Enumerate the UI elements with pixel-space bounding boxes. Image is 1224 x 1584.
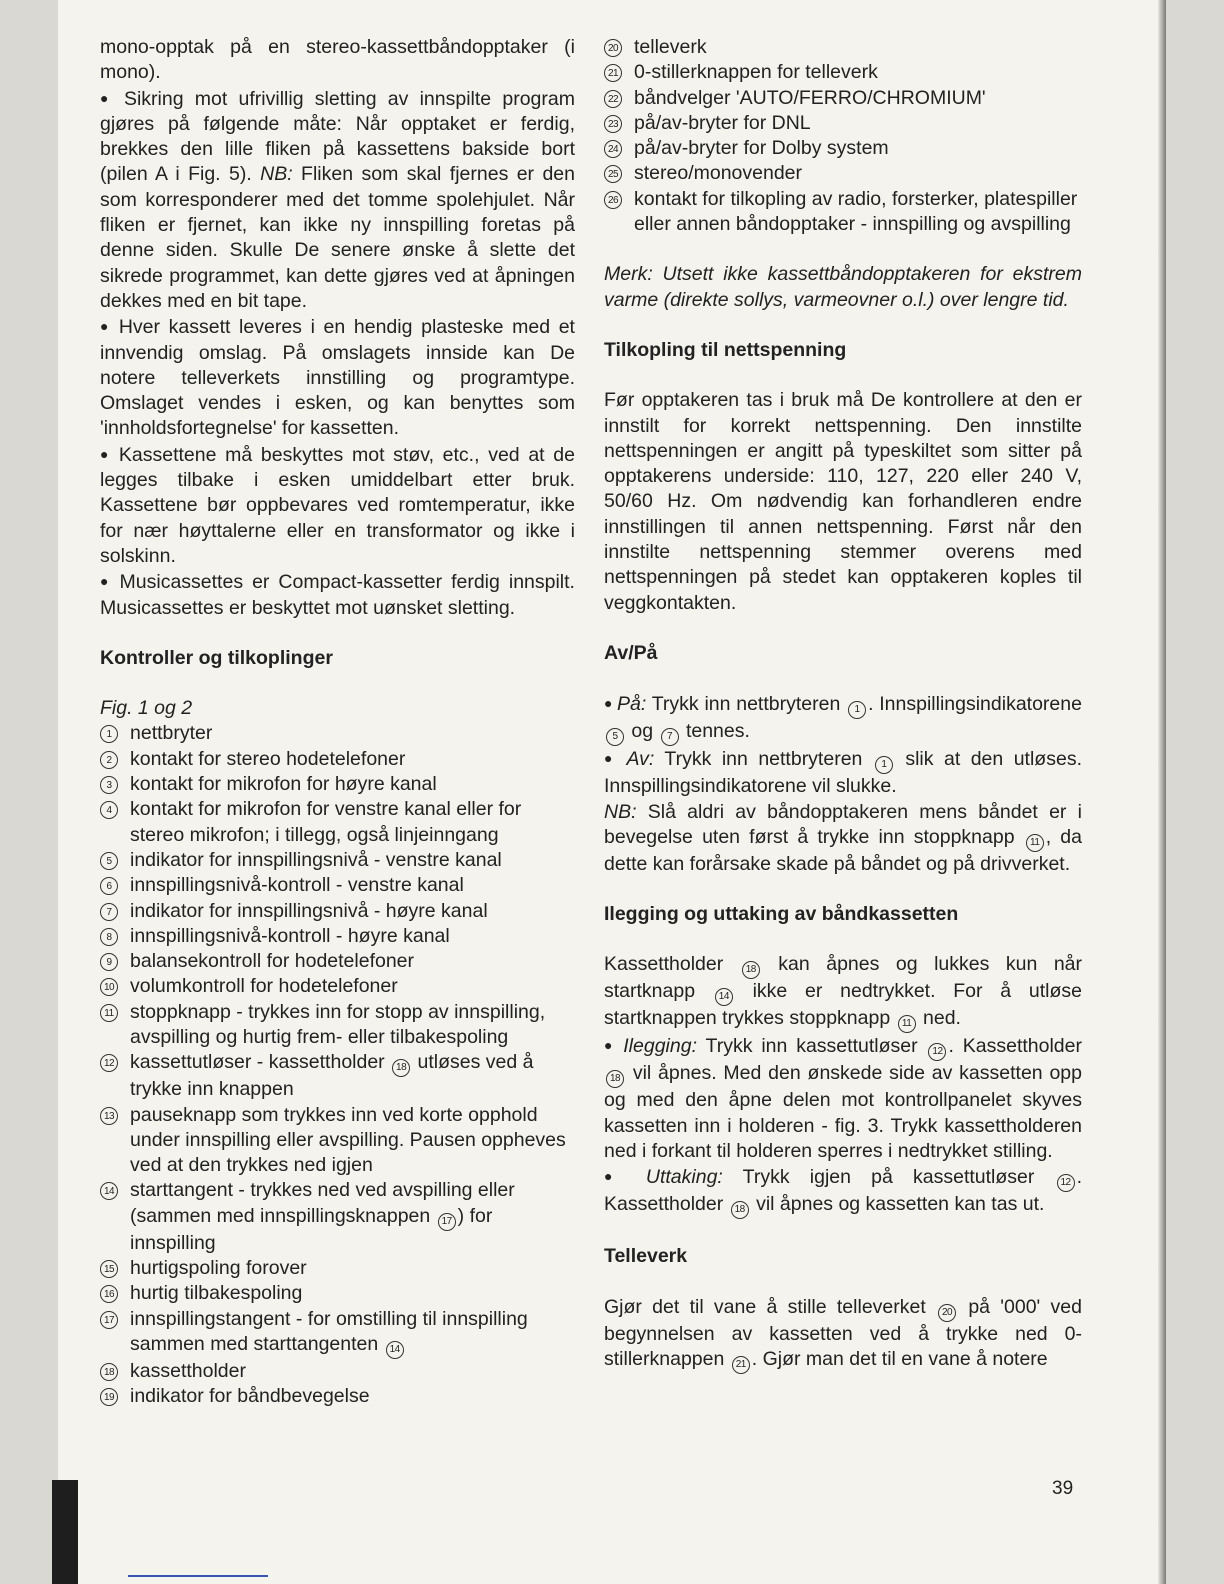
ref-number: 1 [848, 701, 866, 719]
text: . Kassettholder [948, 1035, 1082, 1058]
item-number: 19 [100, 1388, 118, 1406]
list-item [100, 1256, 575, 1281]
item-number: 16 [100, 1285, 118, 1303]
item-number: 2 [100, 751, 118, 769]
binding-edge [52, 1480, 78, 1584]
list-item [100, 797, 575, 848]
item-number: 8 [100, 928, 118, 946]
list-item [100, 1359, 575, 1384]
text: tennes. [680, 720, 750, 743]
list-item [604, 86, 1082, 111]
list-item [100, 1103, 575, 1179]
kassettholder-text [604, 952, 1082, 1033]
text: Trykk inn nettbryteren [646, 693, 847, 716]
bullet-plasteske: ● Hver kassett leveres i en hendig plasteske med et innvendig omslag. På omslagets innside kan De notere telleverkets innstilling og programtype. Omslaget vendes i esken, og kan benyttes som 'innholdsfortegnelse' for kassetten. [100, 314, 575, 441]
page-edge-shadow [1158, 0, 1166, 1584]
ref-number: 17 [438, 1213, 456, 1231]
item-text: kontakt for mikrofon for høyre kanal [130, 773, 437, 796]
list-item [100, 1178, 575, 1256]
right-column [604, 35, 1082, 1374]
item-text: indikator for innspillingsnivå - venstre kanal [130, 848, 502, 871]
item-text: innspillingsnivå-kontroll - høyre kanal [130, 924, 450, 947]
heading-nettspenning: Tilkopling til nettspenning [604, 338, 847, 361]
item-text: nettbryter [130, 722, 213, 745]
item-number: 21 [604, 64, 622, 82]
list-item [100, 772, 575, 797]
list-item [100, 848, 575, 873]
ilegging-label: Ilegging: [623, 1035, 697, 1058]
merk-note: Merk: Utsett ikke kassettbåndopptakeren for ekstrem varme (direkte sollys, varmeovner o.l.) over lengre tid. [604, 263, 1082, 311]
ref-number: 11 [898, 1015, 916, 1033]
text: Trykk igjen på kassettutløser [722, 1166, 1055, 1189]
text: Kassettholder [604, 953, 740, 976]
pa-instruction [604, 691, 1082, 746]
item-number: 18 [100, 1363, 118, 1381]
item-number: 5 [100, 852, 118, 870]
nettspenning-text: Før opptakeren tas i bruk må De kontrollere at den er innstilt for korrekt nettspenning. Den innstilte nettspenningen er angitt på typeskiltet som sitter på opptakerens underside: 110, 127, 220 eller 240 V, 50/60 Hz. Om nødvendig kan forhandleren endre innstillingen til annen nettspenning. Først når den innstilte nettspenning stemmer overens med nettspenningen på stedet kan opptakeren koples til veggkontakten. [604, 389, 1082, 614]
ref-number: 12 [928, 1043, 946, 1061]
item-text: innspillingstangent - for omstilling til innspilling sammen med starttangenten [130, 1307, 528, 1355]
telleverk-text [604, 1295, 1082, 1374]
item-text: på/av-bryter for DNL [634, 111, 811, 134]
list-item [100, 747, 575, 772]
item-text: 0-stillerknappen for telleverk [634, 61, 878, 84]
item-text: kassettholder [130, 1359, 246, 1382]
text: Trykk inn nettbryteren [654, 748, 873, 771]
list-item [100, 949, 575, 974]
item-number: 17 [100, 1311, 118, 1329]
item-text: indikator for båndbevegelse [130, 1385, 370, 1408]
page-number: 39 [1052, 1478, 1074, 1499]
av-label: Av: [626, 748, 655, 771]
item-text: pauseknapp som trykkes inn ved korte opphold under innspilling eller avspilling. Pausen oppheves ved at den trykkes ned igjen [130, 1103, 566, 1177]
item-text: utløses ved å trykke inn knappen [130, 1051, 534, 1101]
heading-telleverk: Telleverk [604, 1245, 688, 1268]
list-item [604, 136, 1082, 161]
item-number: 15 [100, 1260, 118, 1278]
heading-kontroller: Kontroller og tilkoplinger [100, 646, 333, 669]
left-column [100, 35, 575, 1410]
nb-label: NB: [260, 163, 293, 186]
av-instruction [604, 746, 1082, 799]
item-text: starttangent - trykkes ned ved avspilling eller (sammen med innspillingsknappen [130, 1179, 515, 1227]
ref-number: 18 [606, 1070, 624, 1088]
item-text: hurtigspoling forover [130, 1257, 307, 1280]
bottom-line [128, 1575, 268, 1577]
heading-av-pa: Av/På [604, 641, 658, 664]
bullet-sikring [100, 86, 575, 315]
item-number: 1 [100, 725, 118, 743]
item-text: kontakt for tilkopling av radio, forsterker, platespiller eller annen båndopptaker - innspilling og avspilling [634, 187, 1078, 236]
list-item [604, 161, 1082, 186]
item-text: kontakt for stereo hodetelefoner [130, 747, 406, 770]
list-item [604, 187, 1082, 238]
ref-number: 18 [731, 1201, 749, 1219]
item-text: telleverk [634, 36, 707, 58]
item-number: 14 [100, 1182, 118, 1200]
list-item [100, 1281, 575, 1306]
item-text: hurtig tilbakespoling [130, 1282, 303, 1305]
item-number: 3 [100, 776, 118, 794]
ref-number: 1 [875, 756, 893, 774]
text: Gjør det til vane å stille telleverket [604, 1295, 937, 1318]
text: . Kassettholder [604, 1166, 1082, 1216]
text: kan åpnes og lukkes kun når startknapp [604, 953, 1083, 1003]
item-number: 26 [604, 191, 622, 209]
item-number: 22 [604, 90, 622, 108]
list-item [100, 1384, 575, 1409]
item-text: stoppknapp - trykkes inn for stopp av innspilling, avspilling og hurtig frem- eller tilbakespoling [130, 1000, 546, 1048]
text: Trykk inn kassettutløser [697, 1035, 927, 1058]
item-text: innspillingsnivå-kontroll - venstre kanal [130, 874, 464, 897]
ref-number: 14 [715, 988, 733, 1006]
list-item [604, 35, 1082, 60]
heading-ilegging: Ilegging og uttaking av båndkassetten [604, 903, 959, 926]
ref-number: 5 [606, 728, 624, 746]
fig-reference: Fig. 1 og 2 [100, 697, 193, 720]
item-text: volumkontroll for hodetelefoner [130, 975, 398, 998]
item-number: 7 [100, 903, 118, 921]
nb-warning [604, 800, 1082, 878]
text: . Innspillingsindikatorene [868, 693, 1082, 716]
bullet-text: Sikring mot ufrivillig sletting av innspilte program gjøres på følgende måte: Når opptaket er ferdig, brekkes den lille fliken på kassettens bakside bort (pilen A i Fig. 5). [100, 87, 575, 186]
text: ikke er nedtrykket. For å utløse startknappen trykkes stoppknapp [604, 980, 1082, 1030]
uttaking-instruction [604, 1164, 1082, 1219]
list-item [100, 1000, 575, 1051]
list-item [100, 924, 575, 949]
bullet-text: Fliken som skal fjernes er den som korresponderer med det tomme spolehjulet. Når fliken er fjernet, kan ikke ny innspilling foretas på denne siden. Skulle De senere ønske å slette det sikrede programmet, kan dette gjøres ved at åpningen dekkes med en bit tape. [100, 163, 575, 312]
bullet-musicassettes: ● Musicassettes er Compact-kassetter ferdig innspilt. Musicassettes er beskyttet mot uønsket sletting. [100, 569, 575, 621]
text: slik at den utløses. Innspillingsindikatorene vil slukke. [604, 748, 1082, 798]
item-text: kontakt for mikrofon for venstre kanal eller for stereo mikrofon; i tillegg, også linjeinngang [130, 798, 522, 846]
item-text: indikator for innspillingsnivå - høyre kanal [130, 899, 488, 922]
item-number: 6 [100, 877, 118, 895]
item-number: 11 [100, 1004, 118, 1022]
list-item [100, 1050, 575, 1102]
list-item [100, 1307, 575, 1359]
list-item [100, 873, 575, 898]
ref-number: 7 [661, 728, 679, 746]
controls-list-continued [604, 35, 1082, 237]
uttaking-label: Uttaking: [645, 1166, 723, 1189]
intro-text: mono-opptak på en stereo-kassettbåndopptaker (i mono). [100, 36, 575, 84]
item-text: balansekontroll for hodetelefoner [130, 950, 415, 973]
nb-label: NB: [604, 800, 637, 823]
item-text: båndvelger 'AUTO/FERRO/CHROMIUM' [634, 86, 986, 109]
item-number: 23 [604, 115, 622, 133]
text: Slå aldri av båndopptakeren mens båndet er i bevegelse uten først å trykke inn stoppknapp [604, 800, 1082, 848]
text: vil åpnes og kassetten kan tas ut. [750, 1193, 1045, 1216]
text: og [626, 720, 659, 743]
text: . Gjør man det til en vane å notere [751, 1347, 1048, 1370]
ref-number: 14 [386, 1341, 404, 1359]
list-item [100, 721, 575, 746]
item-text: stereo/monovender [634, 162, 803, 185]
text: , da dette kan forårsake skade på båndet og på drivverket. [604, 825, 1082, 875]
ref-number: 18 [742, 961, 760, 979]
ilegging-instruction [604, 1033, 1082, 1164]
list-item [604, 111, 1082, 136]
text: ned. [917, 1007, 961, 1030]
pa-label: På: [617, 693, 647, 716]
item-number: 9 [100, 953, 118, 971]
item-text: ) for innspilling [130, 1204, 493, 1254]
list-item [100, 974, 575, 999]
controls-list [100, 721, 575, 1409]
list-item [100, 899, 575, 924]
item-text: på/av-bryter for Dolby system [634, 137, 889, 160]
ref-number: 21 [732, 1356, 750, 1374]
ref-number: 11 [1026, 834, 1044, 852]
item-text: kassettutløser - kassettholder [130, 1051, 391, 1074]
bullet-stov: ● Kassettene må beskyttes mot støv, etc., ved at de legges tilbake i esken umiddelbart etter bruk. Kassettene bør oppbevares ved romtemperatur, ikke for nær høyttalerne eller en transformator og ikke i solskinn. [100, 442, 575, 569]
text: vil åpnes. Med den ønskede side av kassetten opp og med den åpne delen mot kontrollpanelet skyves kassetten inn i holderen - fig. 3. Trykk kassettholderen ned i forkant til holderen sperres i nedtrykket stilling. [604, 1062, 1082, 1163]
ref-number: 20 [938, 1304, 956, 1322]
ref-number: 18 [392, 1059, 410, 1077]
item-number: 20 [604, 39, 622, 57]
item-number: 24 [604, 140, 622, 158]
text: på '000' ved begynnelsen av kassetten ved å trykke ned 0-stillerknappen [604, 1295, 1082, 1370]
item-number: 12 [100, 1054, 118, 1072]
item-number: 10 [100, 978, 118, 996]
item-number: 25 [604, 165, 622, 183]
ref-number: 12 [1057, 1174, 1075, 1192]
item-number: 13 [100, 1107, 118, 1125]
list-item [604, 60, 1082, 85]
item-number: 4 [100, 801, 118, 819]
